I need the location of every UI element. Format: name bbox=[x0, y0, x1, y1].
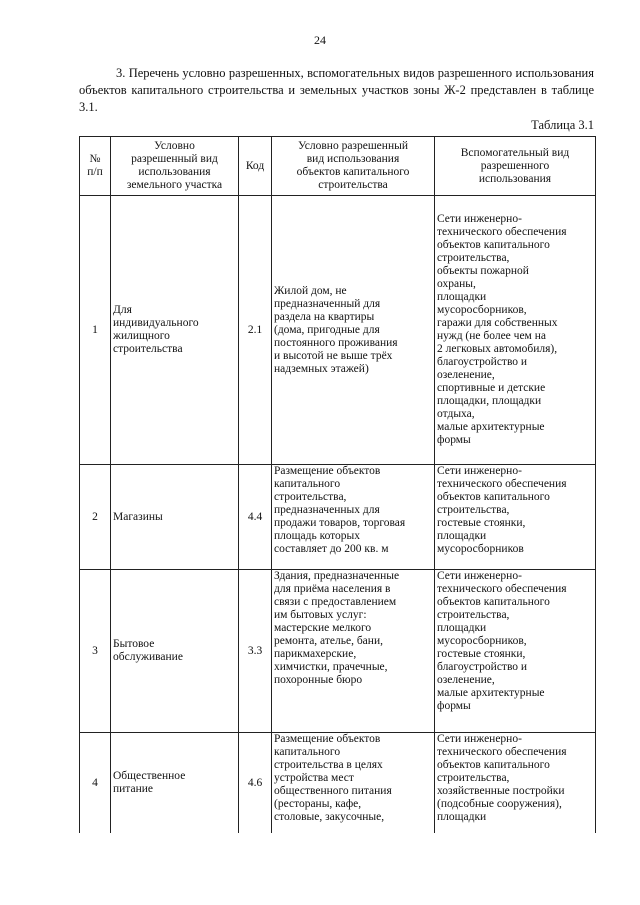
row-number: 1 bbox=[80, 196, 111, 465]
object-use-cell: Жилой дом, не предназначенный для раздела на квартиры (дома, пригодные для постоянного проживания и высотой не выше трёх надземных этажей) bbox=[272, 196, 435, 465]
table-row bbox=[80, 570, 596, 733]
table-row bbox=[80, 465, 596, 570]
row-number: 3 bbox=[80, 570, 111, 733]
page-number: 24 bbox=[314, 33, 326, 47]
auxiliary-use-cell: Сети инженерно- технического обеспечения объектов капитального строительства, хозяйственные постройки (подсобные сооружения), площадки bbox=[435, 733, 596, 834]
object-use-cell: Размещение объектов капитального строительства, предназначенных для продажи товаров, торговая площадь которых составляет до 200 кв. м bbox=[272, 465, 435, 570]
intro-paragraph: 3. Перечень условно разрешенных, вспомогательных видов разрешенного использования объектов капитального строительства и земельных участков зоны Ж-2 представлен в таблице 3.1. bbox=[79, 66, 594, 114]
auxiliary-use-cell: Сети инженерно- технического обеспечения объектов капитального строительства, гостевые стоянки, площадки мусоросборников bbox=[435, 465, 596, 570]
table-row bbox=[80, 196, 596, 465]
row-number: 2 bbox=[80, 465, 111, 570]
header-code: Код bbox=[239, 137, 272, 196]
header-object-use: Условно разрешенный вид использования объектов капитального строительства bbox=[272, 137, 435, 196]
land-use-cell: Для индивидуального жилищного строительства bbox=[111, 196, 239, 465]
header-number: № п/п bbox=[80, 137, 111, 196]
table-row bbox=[80, 733, 596, 834]
auxiliary-use-cell: Сети инженерно- технического обеспечения объектов капитального строительства, площадки мусоросборников, гостевые стоянки, благоустройство и озеленение, малые архитектурные формы bbox=[435, 570, 596, 733]
table-caption: Таблица 3.1 bbox=[531, 118, 594, 132]
code-cell: 3.3 bbox=[239, 570, 272, 733]
code-cell: 4.4 bbox=[239, 465, 272, 570]
header-auxiliary-use: Вспомогательный вид разрешенного использования bbox=[435, 137, 596, 196]
land-use-cell: Бытовое обслуживание bbox=[111, 570, 239, 733]
land-use-cell: Магазины bbox=[111, 465, 239, 570]
permitted-use-table bbox=[79, 136, 596, 833]
code-cell: 2.1 bbox=[239, 196, 272, 465]
header-land-use: Условно разрешенный вид использования земельного участка bbox=[111, 137, 239, 196]
table-header-row bbox=[80, 137, 596, 196]
land-use-cell: Общественное питание bbox=[111, 733, 239, 834]
row-number: 4 bbox=[80, 733, 111, 834]
code-cell: 4.6 bbox=[239, 733, 272, 834]
object-use-cell: Здания, предназначенные для приёма населения в связи с предоставлением им бытовых услуг: мастерские мелкого ремонта, ателье, бани, парикмахерские, химчистки, прачечные, похоронные бюро bbox=[272, 570, 435, 733]
object-use-cell: Размещение объектов капитального строительства в целях устройства мест общественного питания (рестораны, кафе, столовые, закусочные, bbox=[272, 733, 435, 834]
auxiliary-use-cell: Сети инженерно- технического обеспечения объектов капитального строительства, объекты пожарной охраны, площадки мусоросборников, гаражи для собственных нужд (не более чем на 2 легковых автомобиля), благоустройство и озеленение, спортивные и детские площадки, площадки отдыха, малые архитектурные формы bbox=[435, 196, 596, 465]
